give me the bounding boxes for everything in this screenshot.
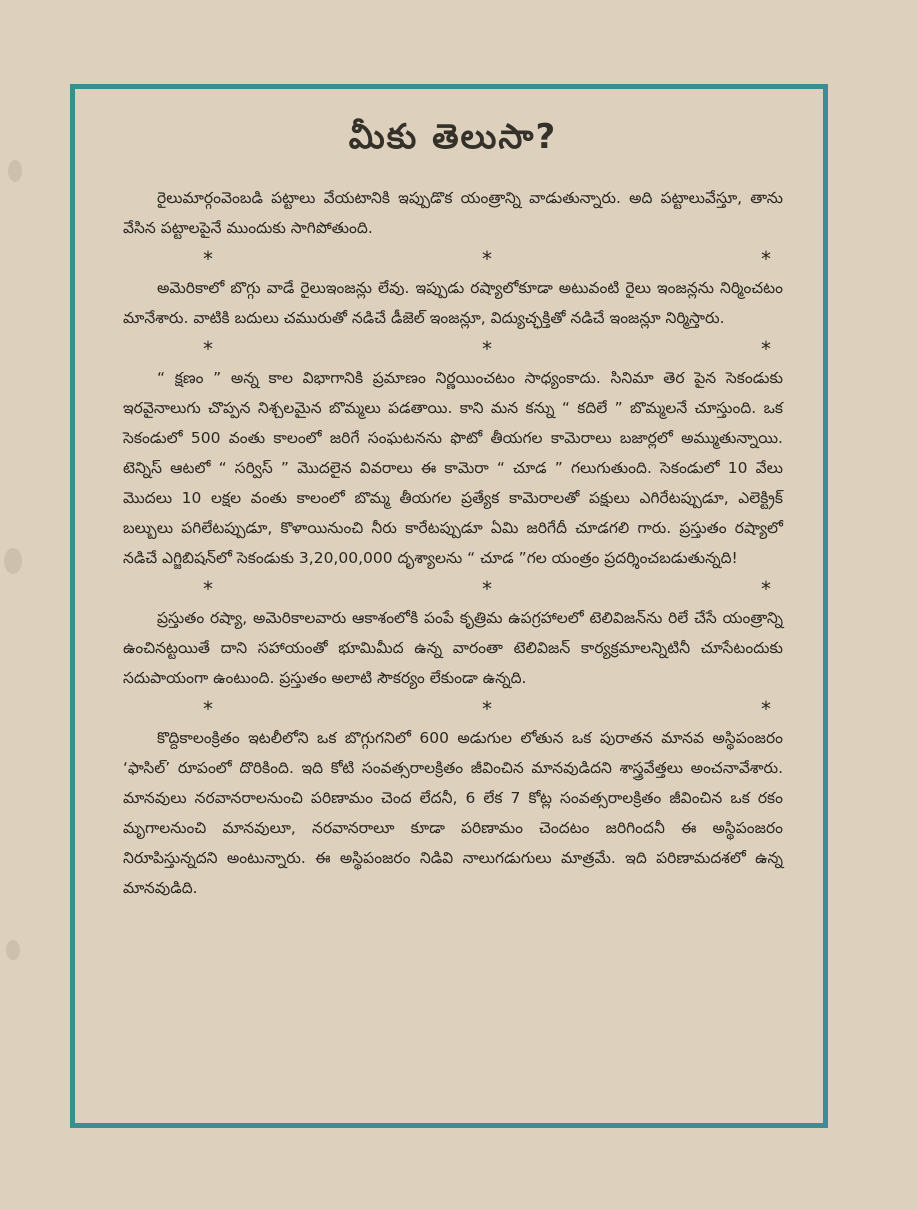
paragraph-rail-track: రైలుమార్గంవెంబడి పట్టాలు వేయటానికి ఇప్పుడొక యంత్రాన్ని వాడుతున్నారు. అది పట్టాలువేస్తూ, తాను వేసిన పట్టాలపైనే ముందుకు సాగిపోతుంది.	[123, 189, 783, 237]
separator-star: *	[761, 697, 771, 721]
paragraph-fossil: కొద్దికాలంక్రితం ఇటలీలోని ఒక బొగ్గుగనిలో 600 అడుగుల లోతున ఒక పురాతన మానవ అస్థిపంజరం ‘ఫాసిల్’ రూపంలో దొరికింది. ఇది కోటి సంవత్సరాలక్రితం జీవించిన మానవుడిదని శాస్త్రవేత్తలు అంచనావేశారు. మానవులు నరవానరాలనుంచి పరిణామం చెంద లేదనీ, 6 లేక 7 కోట్ల సంవత్సరాలక్రితం జీవించిన ఒక రకం మృగాలనుంచి మానవులూ, నరవానరాలూ కూడా పరిణామం చెందటం జరిగిందనీ ఈ అస్థిపంజరం నిరూపిస్తున్నదని అంటున్నారు. ఈ అస్థిపంజరం నిడివి నాలుగడుగులు మాత్రమే. ఇది పరిణామదశలో ఉన్న మానవుడిది.	[123, 729, 783, 897]
separator-star: *	[482, 577, 492, 601]
separator-star: *	[482, 697, 492, 721]
separator-star: *	[203, 337, 213, 361]
article-frame	[70, 84, 828, 1128]
section-separator	[123, 579, 783, 599]
paper-stain	[8, 160, 22, 182]
paper-stain	[6, 940, 20, 960]
separator-star: *	[203, 697, 213, 721]
section-separator	[123, 699, 783, 719]
separator-star: *	[761, 247, 771, 271]
paragraph-satellite-tv: ప్రస్తుతం రష్యా, అమెరికాలవారు ఆకాశంలోకి పంపే కృత్రిమ ఉపగ్రహాలలో టెలివిజన్‌ను రిలే చేసే యంత్రాన్ని ఉంచినట్టయితే దాని సహాయంతో భూమిమీద ఉన్న వారంతా టెలివిజన్ కార్యక్రమాలన్నిటినీ చూసేటందుకు సదుపాయంగా ఉంటుంది. ప్రస్తుతం అలాటి సౌకర్యం లేకుండా ఉన్నది.	[123, 609, 783, 687]
separator-star: *	[761, 337, 771, 361]
paragraph-engines: అమెరికాలో బొగ్గు వాడే రైలుఇంజన్లు లేవు. ఇప్పుడు రష్యాలోకూడా అటువంటి రైలు ఇంజన్లను నిర్మించటం మానేశారు. వాటికి బదులు చమురుతో నడిచే డీజెల్ ఇంజన్లూ, విద్యుచ్ఛక్తితో నడిచే ఇంజన్లూ నిర్మిస్తారు.	[123, 279, 783, 327]
paper-stain	[4, 548, 22, 574]
separator-star: *	[482, 337, 492, 361]
section-separator	[123, 339, 783, 359]
section-separator	[123, 249, 783, 269]
separator-star: *	[203, 247, 213, 271]
separator-star: *	[203, 577, 213, 601]
separator-star: *	[761, 577, 771, 601]
page-title: మీకు తెలుసా?	[348, 117, 558, 157]
paragraph-cameras: “ క్షణం ” అన్న కాల విభాగానికి ప్రమాణం నిర్ణయించటం సాధ్యంకాదు. సినిమా తెర పైన సెకండుకు ఇరవైనాలుగు చొప్పన నిశ్చలమైన బొమ్మలు పడతాయి. కాని మన కన్ను “ కదిలే ” బొమ్మలనే చూస్తుంది. ఒక సెకండులో 500 వంతు కాలంలో జరిగే సంఘటనను ఫొటో తీయగల కామెరాలు బజార్లలో అమ్ముతున్నాయి. టెన్నిస్ ఆటలో “ సర్విస్ ” మొదలైన వివరాలు ఈ కామెరా “ చూడ ” గలుగుతుంది. సెకండులో 10 వేలు మొదలు 10 లక్షల వంతు కాలంలో బొమ్మ తీయగల ప్రత్యేక కామెరాలతో పక్షులు ఎగిరేటప్పుడూ, ఎలెక్ట్రిక్ బల్బులు పగిలేటప్పుడూ, కొళాయినుంచి నీరు కారేటప్పుడూ ఏమి జరిగేదీ చూడగలి గారు. ప్రస్తుతం రష్యాలో నడిచే ఎగ్జిబిషన్‌లో సెకండుకు 3,20,00,000 దృశ్యాలను “ చూడ ”గల యంత్రం ప్రదర్శించబడుతున్నది!	[123, 369, 783, 567]
separator-star: *	[482, 247, 492, 271]
